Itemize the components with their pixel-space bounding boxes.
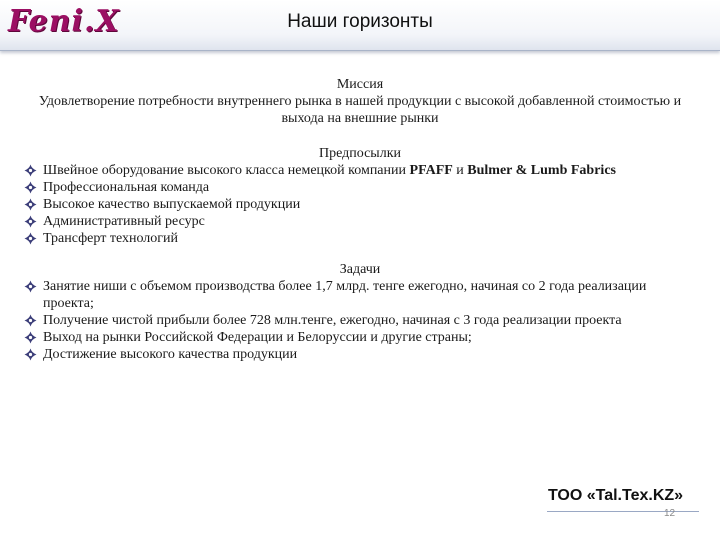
prerequisites-heading: Предпосылки [318, 146, 401, 161]
diamond-bullet-icon [24, 215, 37, 228]
list-item [22, 196, 698, 213]
list-item-text: Швейное оборудование высокого класса немецкой компании PFAFF и Bulmer & Lumb Fabrics [43, 163, 616, 178]
diamond-bullet-icon [24, 314, 37, 327]
tasks-list [22, 278, 698, 363]
diamond-bullet-icon [24, 348, 37, 361]
list-item [22, 213, 698, 230]
diamond-bullet-icon [24, 198, 37, 211]
company-name: ТОО «Tal.Tex.KZ» [548, 487, 684, 504]
list-item-text: Достижение высокого качества продукции [43, 347, 298, 362]
list-item-text: Высокое качество выпускаемой продукции [43, 197, 301, 212]
slide-header [0, 0, 720, 51]
list-item-text: Выход на рынки Российской Федерации и Белоруссии и другие страны; [43, 330, 472, 345]
list-item [22, 230, 698, 247]
list-item [22, 162, 698, 179]
diamond-bullet-icon [24, 232, 37, 245]
slide-body [22, 76, 698, 363]
list-item-text: Занятие ниши с объемом производства более 1,7 млрд. тенге ежегодно, начиная со 2 года реализации проекта; [43, 279, 647, 311]
company-logo: Feni.X [8, 4, 120, 39]
footer-divider [547, 511, 699, 512]
list-item [22, 312, 698, 329]
list-item [22, 278, 698, 312]
diamond-bullet-icon [24, 164, 37, 177]
mission-heading: Миссия [336, 77, 384, 92]
slide-title: Наши горизонты [287, 11, 433, 32]
list-item-text: Трансферт технологий [43, 231, 178, 246]
page-number: 12 [664, 508, 676, 519]
prerequisites-list [22, 162, 698, 247]
list-item [22, 346, 698, 363]
diamond-bullet-icon [24, 331, 37, 344]
diamond-bullet-icon [24, 280, 37, 293]
list-item [22, 329, 698, 346]
list-item [22, 179, 698, 196]
mission-text: Удовлетворение потребности внутреннего рынка в нашей продукции с высокой добавленной стоимостью и выхода на внешние рынки [38, 94, 682, 126]
list-item-text: Получение чистой прибыли более 728 млн.тенге, ежегодно, начиная с 3 года реализации проекта [43, 313, 622, 328]
tasks-heading: Задачи [339, 262, 381, 277]
diamond-bullet-icon [24, 181, 37, 194]
list-item-text: Административный ресурс [43, 214, 205, 229]
list-item-text: Профессиональная команда [43, 180, 210, 195]
